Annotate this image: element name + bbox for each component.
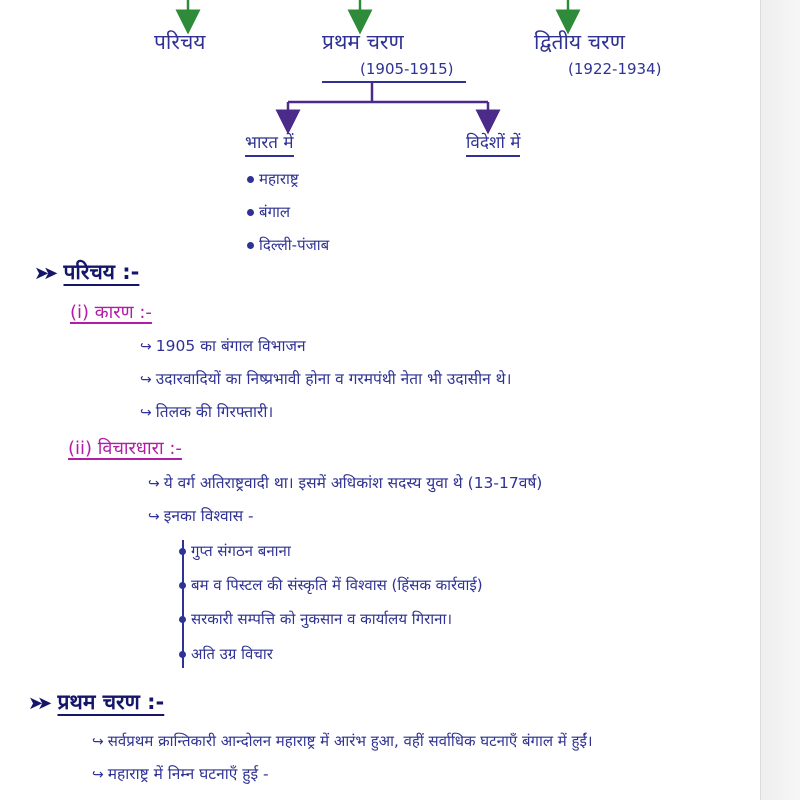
section-intro-heading: ➤➤ परिचय :- — [34, 260, 140, 284]
hook-arrow-icon: ↪ — [92, 767, 104, 783]
page-edge — [760, 0, 800, 800]
bullet-dot-icon — [179, 548, 186, 555]
phase1-years: (1905-1915) — [360, 60, 454, 78]
intro-label: परिचय — [154, 30, 206, 54]
bullet-dot-icon — [247, 209, 254, 216]
hook-arrow-icon: ↪ — [92, 734, 104, 750]
abroad-label: विदेशों में — [466, 133, 520, 157]
ideology-item-1: ↪ ये वर्ग अतिराष्ट्रवादी था। इसमें अधिकांश सदस्य युवा थे (13-17वर्ष) — [148, 474, 543, 492]
bullet-dot-icon — [179, 582, 186, 589]
ideology-item-2: ↪ इनका विश्वास - — [148, 507, 254, 525]
belief-item-3: सरकारी सम्पत्ति को नुकसान व कार्यालय गिराना। — [179, 610, 452, 628]
phase1-item-2: ↪ महाराष्ट्र में निम्न घटनाएँ हुई - — [92, 765, 269, 783]
belief-item-4: अति उग्र विचार — [179, 645, 273, 663]
reason-item-3: ↪ तिलक की गिरफ्तारी। — [140, 403, 274, 421]
india-item-delhi-punjab: दिल्ली-पंजाब — [247, 236, 329, 254]
india-item-bengal: बंगाल — [247, 203, 290, 221]
phase1-item-1: ↪ सर्वप्रथम क्रान्तिकारी आन्दोलन महाराष्ट्र में आरंभ हुआ, वहीं सर्वाधिक घटनाएँ बंगाल में हुईं। — [92, 732, 593, 750]
double-chevron-icon: ➤➤ — [34, 263, 53, 284]
section-phase1-heading: ➤➤ प्रथम चरण :- — [28, 690, 165, 714]
india-item-maharashtra: महाराष्ट्र — [247, 170, 299, 188]
phase2-label: द्वितीय चरण — [534, 30, 625, 54]
bullet-dot-icon — [179, 651, 186, 658]
double-chevron-icon: ➤➤ — [28, 693, 47, 714]
reason-item-1: ↪ 1905 का बंगाल विभाजन — [140, 337, 306, 355]
reason-item-2: ↪ उदारवादियों का निष्प्रभावी होना व गरमपंथी नेता भी उदासीन थे। — [140, 370, 512, 388]
ideology-heading: (ii) विचारधारा :- — [68, 438, 182, 459]
hook-arrow-icon: ↪ — [148, 476, 160, 492]
belief-item-1: गुप्त संगठन बनाना — [179, 542, 291, 560]
belief-item-2: बम व पिस्टल की संस्कृति में विश्वास (हिंसक कार्रवाई) — [179, 576, 483, 594]
reasons-heading: (i) कारण :- — [70, 302, 152, 323]
bullet-dot-icon — [179, 616, 186, 623]
phase2-years: (1922-1934) — [568, 60, 662, 78]
bullet-dot-icon — [247, 242, 254, 249]
hook-arrow-icon: ↪ — [140, 372, 152, 388]
india-label: भारत में — [245, 133, 294, 157]
hook-arrow-icon: ↪ — [140, 339, 152, 355]
bullet-dot-icon — [247, 176, 254, 183]
phase1-label: प्रथम चरण — [322, 30, 404, 54]
hook-arrow-icon: ↪ — [148, 509, 160, 525]
hook-arrow-icon: ↪ — [140, 405, 152, 421]
